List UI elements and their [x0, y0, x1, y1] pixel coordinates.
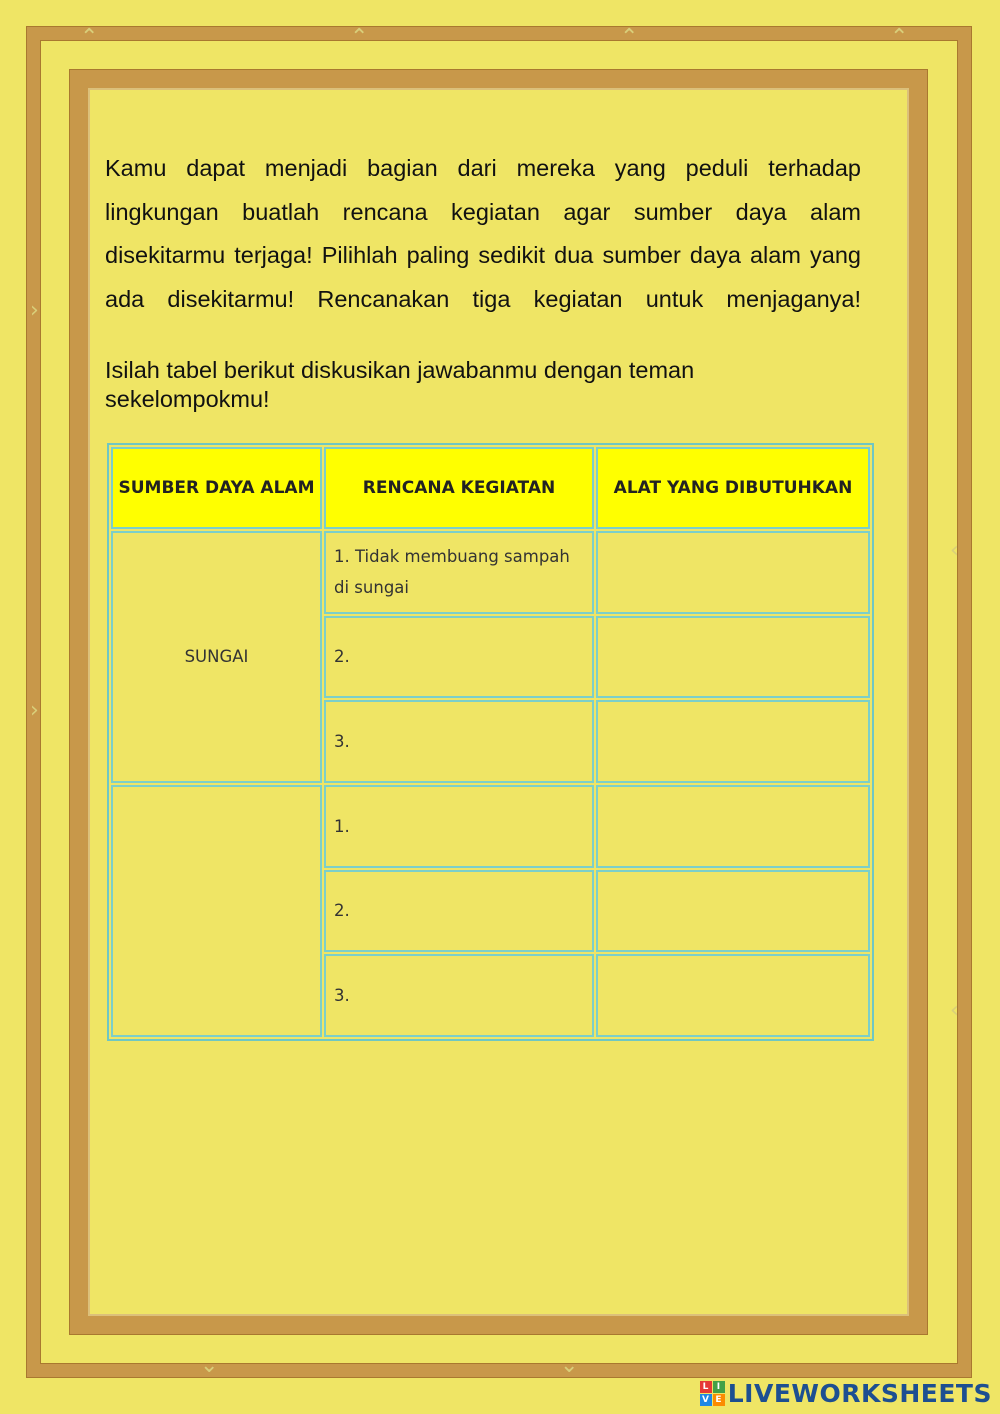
- tool-input-cell[interactable]: [596, 870, 870, 953]
- brand-name: LIVEWORKSHEETS: [727, 1379, 992, 1408]
- plan-cell[interactable]: 3.: [324, 954, 594, 1037]
- header-resource: SUMBER DAYA ALAM: [111, 447, 322, 529]
- border-decoration: ‹: [950, 998, 959, 1023]
- border-decoration: ⌃: [620, 25, 639, 50]
- border-decoration: ‹: [950, 538, 959, 563]
- plan-cell[interactable]: 3.: [324, 700, 594, 783]
- resource-cell-1[interactable]: SUNGAI: [111, 531, 322, 783]
- plan-cell[interactable]: 2.: [324, 616, 594, 699]
- tool-input-cell[interactable]: [596, 700, 870, 783]
- header-activity-plan: RENCANA KEGIATAN: [324, 447, 594, 529]
- plan-cell[interactable]: 1. Tidak membuang sampah di sungai: [324, 531, 594, 614]
- liveworksheets-logo[interactable]: [700, 1379, 992, 1408]
- table-row: [111, 785, 870, 868]
- tool-input-cell[interactable]: [596, 616, 870, 699]
- border-decoration: ⌄: [560, 1353, 579, 1378]
- resource-cell-2[interactable]: [111, 785, 322, 1037]
- activity-plan-table: [107, 443, 874, 1041]
- border-decoration: ›: [30, 298, 39, 323]
- table-row: [111, 531, 870, 614]
- instruction-text: Isilah tabel berikut diskusikan jawabanmu dengan teman sekelompokmu!: [105, 357, 695, 412]
- table-header-row: [111, 447, 870, 529]
- border-decoration: ⌃: [80, 25, 99, 50]
- tool-input-cell[interactable]: [596, 954, 870, 1037]
- plan-cell[interactable]: 2.: [324, 870, 594, 953]
- intro-paragraph: Kamu dapat menjadi bagian dari mereka yang peduli terhadap lingkungan buatlah rencana kegiatan agar sumber daya alam disekitarmu terjaga! Pilihlah paling sedikit dua sumber daya alam yang ada disekitarmu! Rencanakan tiga kegiatan untuk menjaganya!: [105, 155, 861, 312]
- tool-input-cell[interactable]: [596, 785, 870, 868]
- border-decoration: ⌃: [890, 25, 909, 50]
- live-badge-icon: L I V E: [700, 1381, 725, 1406]
- border-decoration: ⌄: [200, 1353, 219, 1378]
- plan-cell[interactable]: 1.: [324, 785, 594, 868]
- tool-input-cell[interactable]: [596, 531, 870, 614]
- border-decoration: ›: [30, 698, 39, 723]
- header-tools-needed: ALAT YANG DIBUTUHKAN: [596, 447, 870, 529]
- border-decoration: ⌃: [350, 25, 369, 50]
